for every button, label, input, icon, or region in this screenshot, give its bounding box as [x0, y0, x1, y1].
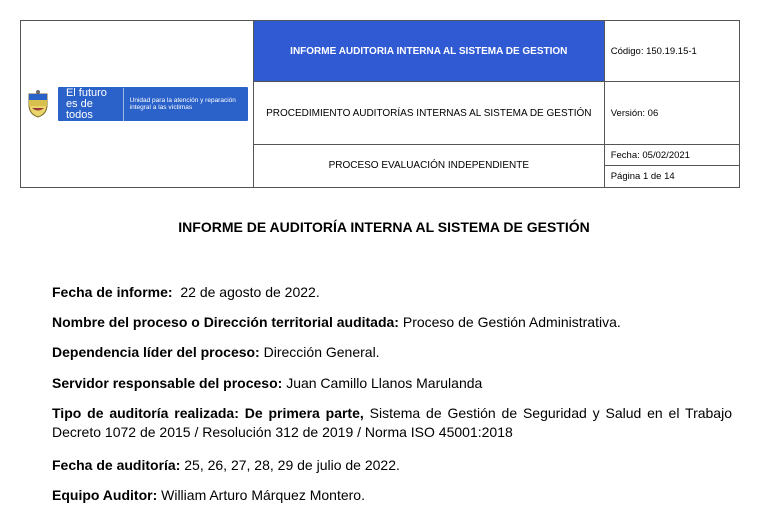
coat-of-arms-icon: [26, 90, 50, 118]
date-page-cell: [604, 144, 739, 187]
process-value: Proceso de Gestión Administrativa.: [402, 314, 621, 330]
responsible-label: Servidor responsable del proceso:: [52, 375, 283, 391]
audit-type-value: Sistema de Gestión de Seguridad y Salud en el Trabajo Decreto 1072 de 2015 / Resolución 312 de 2019 / Norma ISO 45001:2018: [52, 405, 732, 440]
team-line: [52, 486, 732, 505]
team-label: Equipo Auditor:: [52, 487, 158, 503]
document-title: INFORME DE AUDITORÍA INTERNA AL SISTEMA DE GESTIÓN: [178, 219, 590, 235]
page-label: Página 1 de 14: [610, 171, 675, 183]
responsible-value: Juan Camillo Llanos Marulanda: [286, 375, 483, 391]
report-date-line: [52, 283, 732, 302]
audit-type-line: [52, 404, 732, 442]
logo-cell: [21, 21, 254, 188]
procedure-cell: PROCEDIMIENTO AUDITORÍAS INTERNAS AL SISTEMA DE GESTIÓN: [253, 82, 604, 144]
audit-date-label: Fecha de auditoría:: [52, 457, 181, 473]
report-title-cell: INFORME AUDITORIA INTERNA AL SISTEMA DE GESTION: [253, 21, 604, 82]
process-label: Nombre del proceso o Dirección territorial auditada:: [52, 314, 399, 330]
report-date-label: Fecha de informe:: [52, 284, 173, 300]
dependency-value: Dirección General.: [263, 344, 380, 360]
code-cell: Código: 150.19.15-1: [604, 21, 739, 82]
responsible-line: [52, 374, 732, 393]
brand-logo: [58, 87, 248, 121]
audit-date-line: [52, 456, 732, 475]
dependency-line: [52, 343, 732, 362]
audit-date-value: 25, 26, 27, 28, 29 de julio de 2022.: [184, 457, 400, 473]
version-cell: Versión: 06: [604, 82, 739, 144]
brand-sub-text: Unidad para la atención y reparación integral a las víctimas: [129, 97, 236, 111]
process-cell: PROCESO EVALUACIÓN INDEPENDIENTE: [253, 144, 604, 187]
process-line: [52, 313, 732, 332]
brand-main-text: El futuro es de todos: [58, 88, 124, 121]
dependency-label: Dependencia líder del proceso:: [52, 344, 260, 360]
document-header-table: [20, 20, 740, 188]
audit-type-label: Tipo de auditoría realizada: De primera parte,: [52, 405, 364, 421]
report-date-value: 22 de agosto de 2022.: [180, 284, 320, 300]
team-value: William Arturo Márquez Montero.: [161, 487, 365, 503]
date-label: Fecha: 05/02/2021: [605, 145, 739, 167]
